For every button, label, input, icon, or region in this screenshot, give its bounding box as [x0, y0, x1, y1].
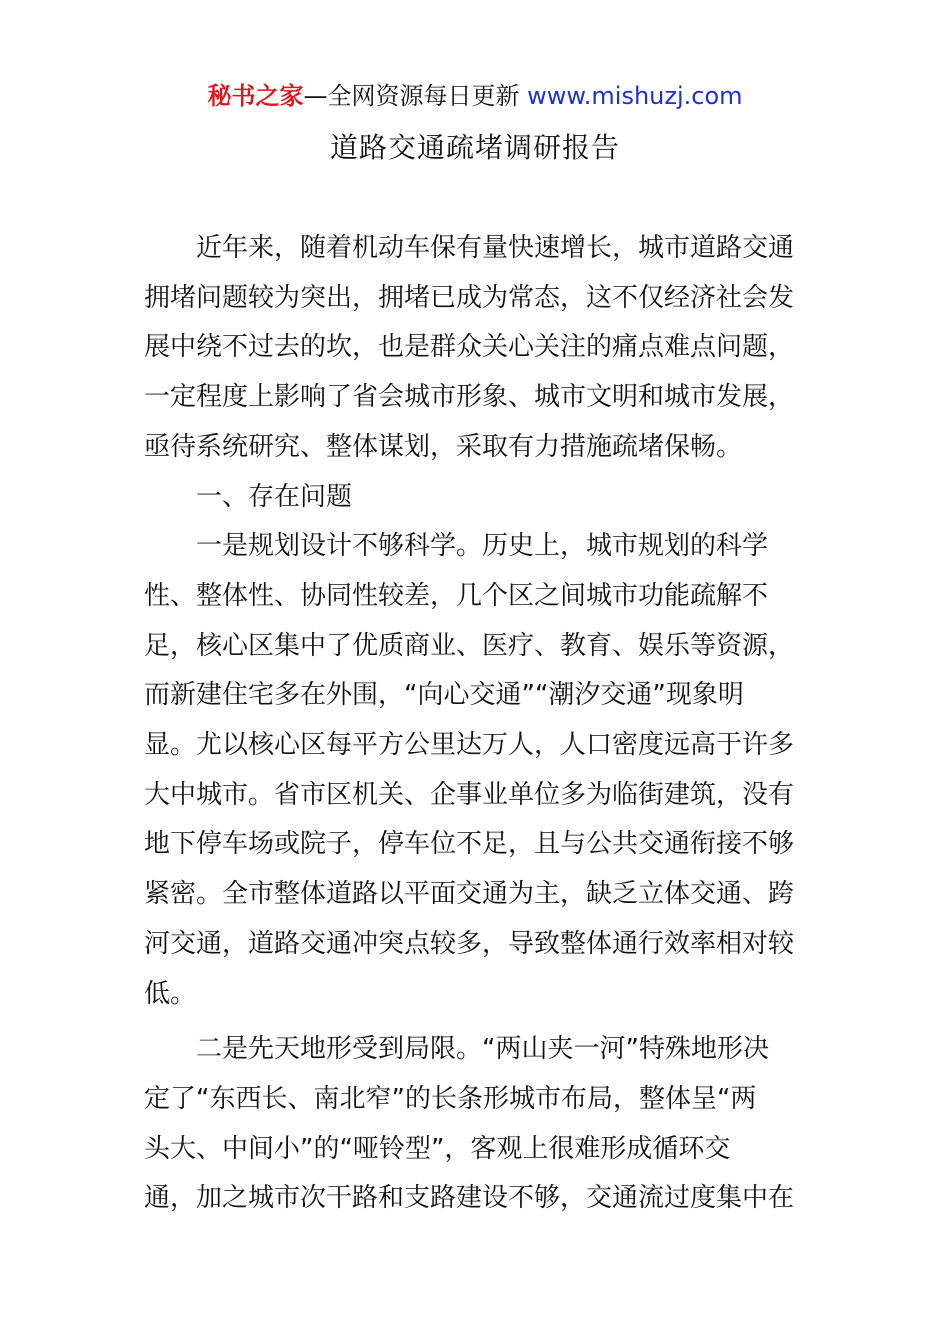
text-line: 一定程度上影响了省会城市形象、城市文明和城市发展，	[144, 382, 795, 413]
text-line: 大中城市。省市区机关、企事业单位多为临街建筑，没有	[144, 779, 795, 810]
text-line: 头大、中间小”的“哑铃型”，客观上很难形成循环交	[144, 1133, 731, 1164]
site-url-link[interactable]: www.mishuzj.com	[527, 82, 743, 110]
brand-name: 秘书之家	[207, 82, 304, 110]
site-header	[0, 80, 950, 112]
paragraph-terrain	[144, 1025, 806, 1224]
text-line: 显。尤以核心区每平方公里达万人，人口密度远高于许多	[144, 730, 795, 761]
text-line: 通，加之城市次干路和支路建设不够，交通流过度集中在	[144, 1183, 795, 1214]
text-line: 一是规划设计不够科学。历史上，城市规划的科学	[196, 531, 769, 562]
document-body	[144, 224, 806, 1224]
paragraph-planning	[144, 522, 806, 1019]
text-line: 性、整体性、协同性较差，几个区之间城市功能疏解不	[144, 580, 769, 611]
text-line: 近年来，随着机动车保有量快速增长，城市道路交通	[196, 233, 795, 263]
text-line: 拥堵问题较为突出，拥堵已成为常态，这不仅经济社会发	[144, 282, 795, 313]
document-title: 道路交通疏堵调研报告	[329, 131, 620, 164]
text-line: 定了“东西长、南北窄”的长条形城市布局，整体呈“两	[144, 1083, 757, 1114]
text-line: 一、存在问题	[196, 481, 353, 512]
text-line: 地下停车场或院子，停车位不足，且与公共交通衔接不够	[144, 829, 795, 860]
text-line: 展中绕不过去的坎，也是群众关心关注的痛点难点问题，	[144, 332, 795, 363]
text-line: 亟待系统研究、整体谋划，采取有力措施疏堵保畅。	[144, 431, 743, 462]
text-line: 紧密。全市整体道路以平面交通为主，缺乏立体交通、跨	[144, 879, 795, 910]
text-line: 足，核心区集中了优质商业、医疗、教育、娱乐等资源，	[144, 630, 795, 661]
text-line: 而新建住宅多在外围，“向心交通”“潮汐交通”现象明	[144, 680, 744, 711]
text-line: 低。	[144, 978, 197, 1009]
section-heading-problems	[144, 473, 806, 523]
header-tagline: —全网资源每日更新	[303, 82, 528, 110]
text-line: 二是先天地形受到局限。“两山夹一河”特殊地形决	[196, 1034, 769, 1065]
paragraph-intro	[144, 224, 806, 473]
text-line: 河交通，道路交通冲突点较多，导致整体通行效率相对较	[144, 928, 795, 959]
